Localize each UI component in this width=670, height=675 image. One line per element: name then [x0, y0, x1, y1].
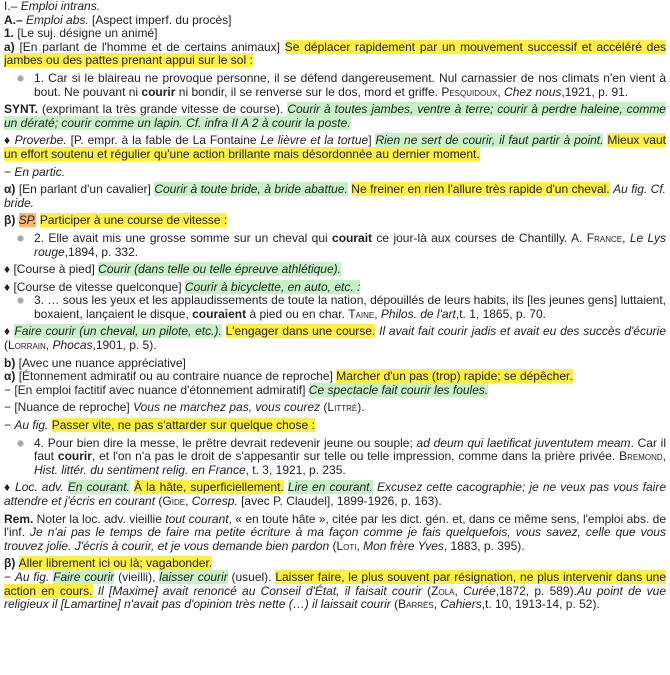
text-segment: (usuel).: [227, 569, 276, 584]
text-segment: Pesquidoux: [441, 84, 498, 99]
text-segment: à pied ou en char.: [246, 306, 349, 321]
text-segment: Il [Maxime] avait renoncé au Conseil d'État, il faisait courir: [97, 583, 422, 598]
text-segment: Au fig.: [14, 418, 49, 433]
text-segment: Proverbe.: [14, 133, 67, 148]
text-segment: L'engager dans une course.: [225, 324, 376, 339]
text-segment: Le lièvre et la tortue: [260, 133, 369, 148]
example-1: [18, 72, 666, 99]
text-segment: Lire en courant.: [287, 480, 373, 495]
text-segment: ).: [357, 400, 365, 415]
text-segment: ,1872, p. 589).: [495, 583, 577, 598]
text-segment: Rien ne sert de courir, il faut partir à point.: [375, 133, 604, 148]
text-segment: (: [421, 583, 432, 598]
nuance-reproche-note: [4, 401, 666, 415]
subsection-1-heading: [4, 27, 666, 41]
text-segment: ,1921, p. 91.: [561, 84, 629, 99]
text-segment: [Étonnement admiratif ou au contraire nuance de reproche]: [15, 369, 337, 384]
proverb-note: [4, 134, 666, 161]
text-segment: Ne freiner en rien l'allure très rapide d'un cheval.: [351, 182, 610, 197]
text-segment: A.–: [4, 12, 27, 27]
text-segment: SYNT.: [4, 102, 39, 117]
text-segment: Phocas: [52, 338, 93, 353]
text-segment: (: [320, 400, 328, 415]
course-a-pied-note: [4, 263, 666, 277]
text-segment: laisser courir: [159, 569, 228, 584]
text-segment: a): [4, 39, 15, 54]
text-segment: ♦: [4, 133, 15, 148]
text-segment: 1.: [4, 26, 15, 41]
text-segment: Mon frère Yves: [363, 538, 444, 553]
text-segment: − [Nuance de reproche]: [4, 400, 134, 415]
definition-alpha-etonnement: [4, 370, 666, 384]
text-segment: Rem.: [4, 511, 34, 526]
text-segment: Courir à bicyclette, en auto, etc. :: [184, 279, 361, 294]
text-segment: (: [390, 597, 399, 612]
text-segment: . Car il faut: [34, 435, 666, 464]
au-fig-laisser-courir: [4, 571, 666, 612]
text-segment: Aller librement ici ou là; vagabonder.: [18, 556, 213, 571]
text-segment: Au fig.: [14, 569, 50, 584]
text-segment: ,: [622, 230, 630, 245]
text-segment: courir: [141, 84, 176, 99]
loc-adv-en-courant: [4, 481, 666, 508]
text-segment: Excusez cette cacographie; je ne veux pas vous faire attendre et j'écris en courant: [4, 480, 667, 508]
subsection-a-heading: [4, 14, 666, 28]
text-segment: Laisser faire, le plus souvent par résignation, ne plus intervenir dans une action en cours.: [4, 569, 667, 598]
text-segment: France: [586, 230, 623, 245]
text-segment: ,: [185, 494, 192, 508]
text-segment: −: [4, 569, 15, 584]
text-segment: Le Lys rouge: [34, 230, 667, 259]
text-segment: ♦ [Course de vitesse quelconque]: [4, 279, 185, 294]
text-segment: ce jour-là aux courses de Chantilly. A.: [372, 230, 587, 245]
text-segment: [Le suj. désigne un animé]: [14, 26, 158, 41]
en-partic-heading: [4, 166, 666, 180]
text-segment: Vous ne marchez pas, vous courez: [133, 400, 321, 415]
text-segment: courait: [332, 230, 373, 245]
definition-a: [4, 41, 666, 68]
faire-courir-note: [4, 325, 666, 352]
text-segment: , « en toute hâte », citée par les dict. gén. et, dans ce même sens, l'emploi abs. de l'inf.: [4, 511, 666, 540]
bullet-icon: [18, 76, 23, 81]
text-segment: Passer vite, ne pas s'attarder sur quelque chose :: [51, 418, 315, 433]
text-segment: ,t. 10, 1913-14, p. 52).: [481, 597, 600, 612]
text-segment: ni bondir, il se renverse sur le dos, mord et griffe.: [175, 84, 442, 99]
definition-beta-vagabonder: [4, 557, 666, 571]
text-segment: β): [4, 213, 16, 228]
text-segment: Faire courir (un cheval, un pilote, etc.).: [14, 324, 222, 339]
text-segment: Zola: [431, 583, 455, 598]
text-segment: −: [4, 164, 15, 179]
text-segment: 4. Pour bien dire la messe, le prêtre devrait redevenir jeune ou souple;: [34, 435, 417, 450]
definition-beta-sport: [4, 214, 666, 228]
text-segment: [Avec une nuance appréciative]: [15, 355, 186, 370]
text-segment: ,: [662, 449, 666, 464]
text-segment: , et l'on n'a pas le droit de s'appesantir sur telle ou telle impression, comme dans la prière privée.: [91, 449, 620, 464]
example-3: [18, 294, 666, 321]
text-segment: Hist. littér. du sentiment relig. en France: [34, 462, 246, 477]
definition-alpha-cavalier: [4, 183, 666, 210]
text-segment: (: [155, 494, 163, 508]
example-2: [18, 232, 666, 259]
text-segment: ]: [368, 133, 376, 148]
bullet-icon: [18, 236, 23, 241]
text-segment: 2. Elle avait mis une grosse somme sur un cheval qui: [34, 230, 333, 245]
text-segment: [avec P. Claudel], 1899-1926, p. 163).: [237, 494, 442, 508]
text-segment: Loti: [336, 538, 357, 553]
text-segment: [Aspect imperf. du procès]: [88, 12, 232, 27]
bullet-icon: [18, 441, 23, 446]
text-segment: Noter la loc. adv. vieillie: [33, 511, 166, 526]
text-segment: tout courant: [165, 511, 229, 526]
text-segment: Courir (dans telle ou telle épreuve athlétique).: [98, 262, 341, 277]
text-segment: Chez nous: [504, 84, 562, 99]
example-4: [18, 437, 666, 478]
text-segment: b): [4, 355, 16, 370]
text-segment: À la hâte, superficiellement.: [134, 480, 284, 495]
text-segment: Lorrain: [8, 338, 46, 353]
text-segment: ,: [433, 597, 441, 612]
text-segment: Cahiers: [440, 597, 482, 612]
text-segment: Emploi intrans.: [20, 0, 101, 13]
text-segment: Il avait fait courir jadis et avait eu des succès d'écurie: [379, 324, 666, 339]
text-segment: , t. 3, 1921, p. 235.: [245, 462, 346, 477]
text-segment: Mieux vaut un effort soutenu et régulier qu'une action brillante mais désordonnée au dernier moment.: [4, 133, 666, 161]
text-segment: En courant.: [67, 480, 130, 495]
text-segment: − [En emploi factitif avec nuance d'étonnement admiratif]: [4, 382, 309, 397]
text-segment: Littré: [327, 400, 358, 415]
text-segment: Courir à toutes jambes, ventre à terre; courir à perdre haleine, comme un dératé; courir comme un lapin. Cf. infra II A 2 à courir la poste.: [4, 102, 666, 130]
text-segment: [P. empr. à la fable de La Fontaine: [66, 133, 261, 148]
au-fig-passer-vite: [4, 419, 666, 433]
text-segment: [En parlant de l'homme et de certains animaux]: [14, 39, 285, 54]
text-segment: ,: [497, 84, 505, 99]
text-segment: Je n'ai pas le temps de faire ma petite écriture à ma façon comme je fais quelquefois, vous savez, celle que vous trouvez jolie. J'écris à courir, et je vous demande bien pardon: [4, 525, 666, 553]
text-segment: SP.: [18, 213, 37, 228]
text-segment: 1. Car si le blaireau ne provoque personne, il se défend dangereusement. Nul carnassier de nos climats n'en vient à bout. Ne pouvant ni: [34, 70, 666, 99]
text-segment: I.–: [4, 0, 21, 13]
text-segment: (: [4, 338, 8, 353]
text-segment: ♦: [4, 324, 15, 339]
text-segment: En partic.: [14, 164, 66, 179]
text-segment: Curée: [463, 583, 496, 598]
text-segment: , 1883, p. 395).: [443, 538, 525, 553]
text-segment: ,: [374, 306, 381, 321]
text-segment: Ce spectacle fait courir les foules.: [308, 382, 489, 397]
text-segment: ,: [356, 538, 364, 553]
text-segment: (: [329, 538, 337, 553]
text-segment: Emploi abs.: [26, 12, 89, 27]
section-heading-intrans: [4, 0, 666, 14]
remark-note: [4, 513, 666, 554]
text-segment: (vieilli),: [114, 569, 160, 584]
text-segment: α): [4, 182, 16, 197]
text-segment: ,1894, p. 332.: [64, 244, 139, 259]
text-segment: Corresp.: [191, 494, 238, 508]
text-segment: courir: [57, 449, 92, 464]
bullet-icon: [18, 298, 23, 303]
course-vitesse-note: [4, 281, 666, 295]
text-segment: (exprimant la très grande vitesse de course).: [38, 102, 288, 117]
text-segment: Au fig. Cf. bride.: [4, 182, 666, 210]
text-segment: ,: [45, 338, 53, 353]
text-segment: Gide: [162, 494, 186, 508]
text-segment: [En parlant d'un cavalier]: [15, 182, 155, 197]
text-segment: ,: [454, 583, 464, 598]
text-segment: ,1901, p. 5).: [92, 338, 157, 353]
text-segment: Bremond: [619, 449, 663, 464]
text-segment: Au point de vue religieux il [Lamartine] n'avait pas d'opinion très nette (…) il laissait courir: [4, 583, 667, 612]
text-segment: Se déplacer rapidement par un mouvement successif et accéléré des jambes ou des pattes prenant appui sur le sol :: [4, 39, 666, 68]
text-segment: Courir à toute bride, à bride abattue.: [154, 182, 348, 197]
text-segment: ,t. 1, 1865, p. 70.: [455, 306, 546, 321]
text-segment: ♦: [4, 480, 16, 495]
text-segment: Faire courir: [53, 569, 115, 584]
text-segment: −: [4, 418, 15, 433]
emploi-factitif-note: [4, 384, 666, 398]
text-segment: ad deum qui laetificat juventutem meam: [416, 435, 631, 450]
synt-note: [4, 103, 666, 130]
text-segment: Philos. de l'art: [380, 306, 456, 321]
text-segment: Taine: [348, 306, 375, 321]
text-segment: [222, 324, 226, 338]
text-segment: Participer à une course de vitesse :: [39, 213, 228, 228]
text-segment: α): [4, 369, 16, 384]
text-segment: couraient: [192, 306, 247, 321]
text-segment: Barrès: [398, 597, 434, 612]
text-segment: 3. … sous les yeux et les applaudissements de toute la nation, dépouillés de leurs habits, ils [les jeunes gens] luttaient, boxaient, lançaient le disque,: [34, 293, 666, 321]
text-segment: Loc. adv.: [15, 480, 64, 495]
text-segment: ♦ [Course à pied]: [4, 262, 99, 277]
text-segment: Marcher d'un pas (trop) rapide; se dépêcher.: [336, 369, 573, 384]
text-segment: β): [4, 556, 16, 571]
